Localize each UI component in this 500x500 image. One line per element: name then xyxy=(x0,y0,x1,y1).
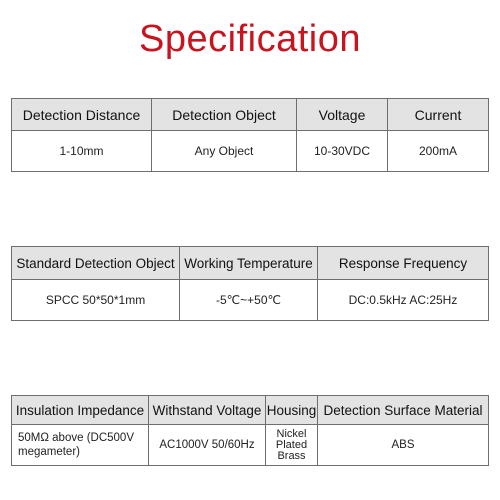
header-housing: Housing xyxy=(266,396,318,425)
table-row xyxy=(12,131,489,172)
header-working-temperature: Working Temperature xyxy=(180,247,318,280)
table-row xyxy=(12,425,489,466)
table-header-row xyxy=(12,396,489,425)
header-detection-distance: Detection Distance xyxy=(12,99,152,131)
header-detection-object: Detection Object xyxy=(152,99,297,131)
value-detection-distance: 1-10mm xyxy=(12,131,152,172)
spec-table-1 xyxy=(11,98,489,172)
table-row xyxy=(12,280,489,321)
value-working-temperature: -5℃~+50℃ xyxy=(180,280,318,321)
value-current: 200mA xyxy=(388,131,489,172)
header-response-frequency: Response Frequency xyxy=(318,247,489,280)
header-withstand-voltage: Withstand Voltage xyxy=(149,396,266,425)
spec-table-2 xyxy=(11,246,489,321)
value-withstand-voltage: AC1000V 50/60Hz xyxy=(149,425,266,466)
value-voltage: 10-30VDC xyxy=(297,131,388,172)
value-standard-detection-object: SPCC 50*50*1mm xyxy=(12,280,180,321)
value-insulation-impedance: 50MΩ above (DC500V megameter) xyxy=(12,425,149,466)
header-current: Current xyxy=(388,99,489,131)
table-header-row xyxy=(12,99,489,131)
table-header-row xyxy=(12,247,489,280)
value-detection-object: Any Object xyxy=(152,131,297,172)
page-title: Specification xyxy=(139,18,361,60)
spec-table-3 xyxy=(11,395,489,466)
header-standard-detection-object: Standard Detection Object xyxy=(12,247,180,280)
value-response-frequency: DC:0.5kHz AC:25Hz xyxy=(318,280,489,321)
header-insulation-impedance: Insulation Impedance xyxy=(12,396,149,425)
value-detection-surface-material: ABS xyxy=(318,425,489,466)
header-detection-surface-material: Detection Surface Material xyxy=(318,396,489,425)
value-housing: Nickel Plated Brass xyxy=(266,425,318,466)
header-voltage: Voltage xyxy=(297,99,388,131)
